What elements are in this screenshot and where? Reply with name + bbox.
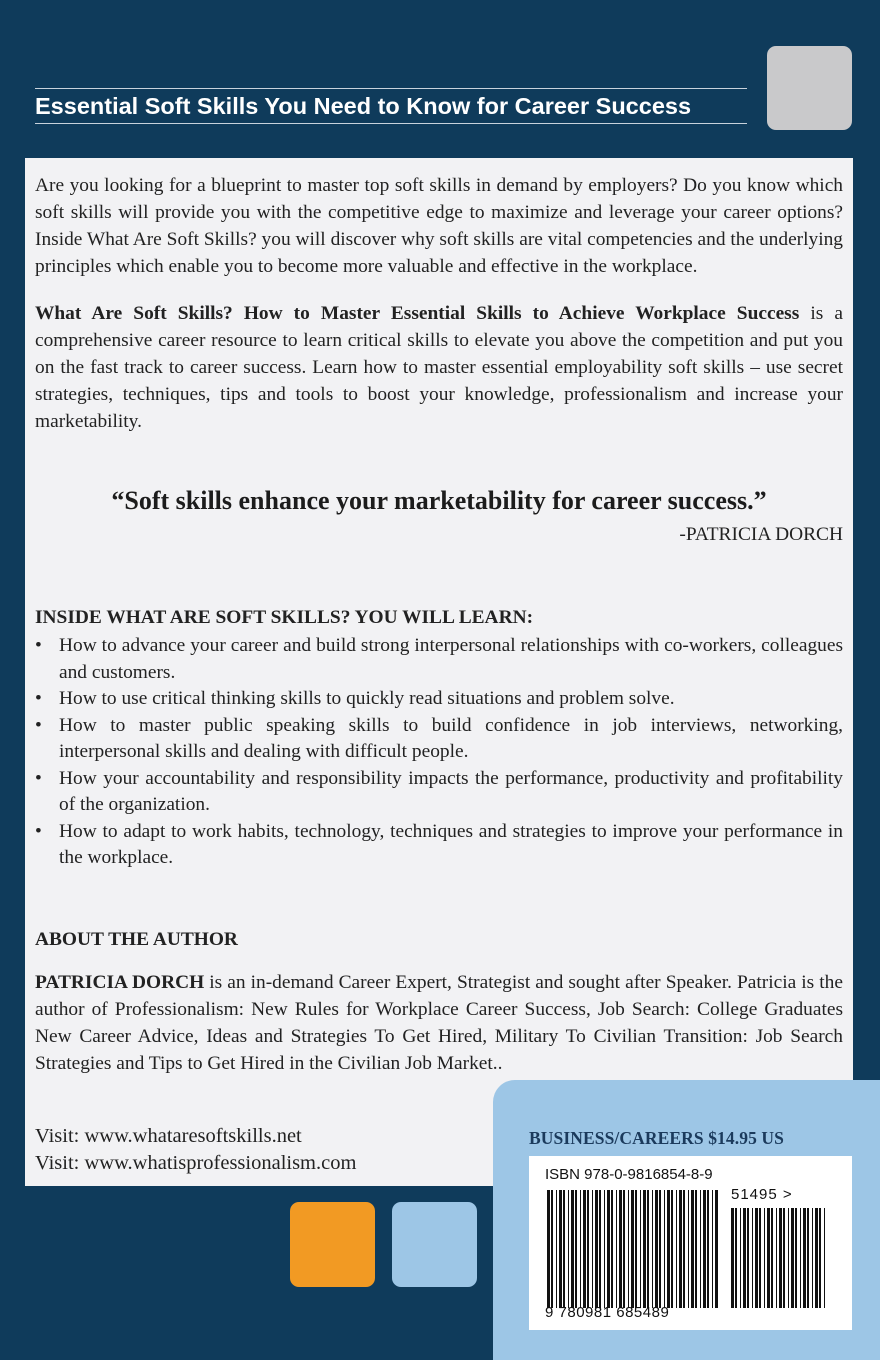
book-description-text: is a comprehensive career resource to learn critical skills to elevate you above the competition and put you on the fast track to career success. Learn how to master essential employability soft skills – use secret strategies, techniques, tips and tools to boost your knowledge, professionalism and increase your marketability. (35, 303, 843, 432)
bullet-icon: • (35, 714, 42, 736)
content-body (35, 172, 843, 1177)
website-link-1[interactable]: Visit: www.whataresoftskills.net (35, 1124, 302, 1147)
isbn-label: ISBN 978-0-9816854-8-9 (545, 1166, 713, 1183)
bullet-icon: • (35, 688, 42, 709)
decorative-blue-square (392, 1202, 477, 1287)
decorative-gray-square (767, 46, 852, 130)
cover-headline: Essential Soft Skills You Need to Know for Career Success (35, 88, 747, 124)
learn-item: • How your accountability and responsibility impacts the performance, productivity and profitability of the organization. (35, 767, 843, 815)
website-link-2[interactable]: Visit: www.whatisprofessionalism.com (35, 1151, 357, 1174)
book-title: What Are Soft Skills? How to Master Essential Skills to Achieve Workplace Success (35, 303, 800, 324)
author-name: PATRICIA DORCH (35, 971, 205, 993)
learn-list (35, 633, 843, 872)
learn-item: • How to advance your career and build strong interpersonal relationships with co-workers, colleagues and customers. (35, 635, 843, 683)
barcode-digits: 9 780981 685489 (545, 1304, 670, 1321)
learn-item: • How to adapt to work habits, technology, techniques and strategies to improve your performance in the workplace. (35, 820, 843, 868)
content-panel (25, 158, 853, 1186)
learn-heading: INSIDE WHAT ARE SOFT SKILLS? YOU WILL LEARN: (35, 607, 534, 628)
bullet-icon: • (35, 635, 42, 656)
author-bio-text: is an in-demand Career Expert, Strategist and sought after Speaker. Patricia is the author of Professionalism: New Rules for Workplace Career Success, Job Search: College Graduates New Career Advice, Ideas and Strategies To Get Hired, Military To Civilian Transition: Job Search Strategies and Tips to Get Hired in the Civilian Job Market.. (35, 971, 843, 1074)
learn-item: • How to master public speaking skills to build confidence in job interviews, networking, interpersonal skills and dealing with difficult people. (35, 714, 843, 762)
bullet-icon: • (35, 820, 42, 842)
author-bio (35, 969, 843, 1077)
barcode-panel (529, 1156, 852, 1330)
book-description (35, 300, 843, 435)
intro-paragraph: Are you looking for a blueprint to master top soft skills in demand by employers? Do you know which soft skills will provide you with the competitive edge to maximize and leverage your career options? Inside What Are Soft Skills? you will discover why soft skills are vital competencies and the underlying principles which enable you to become more valuable and effective in the workplace. (35, 175, 843, 277)
category-price: BUSINESS/CAREERS $14.95 US (529, 1128, 784, 1148)
price-code: 51495 > (731, 1186, 793, 1203)
quote-author: -PATRICIA DORCH (679, 524, 843, 545)
decorative-orange-square (290, 1202, 375, 1287)
learn-item: • How to use critical thinking skills to quickly read situations and problem solve. (35, 686, 843, 713)
pull-quote: “Soft skills enhance your marketability for career success.” (111, 486, 767, 515)
bullet-icon: • (35, 767, 42, 789)
price-box (493, 1080, 880, 1360)
about-heading: ABOUT THE AUTHOR (35, 928, 238, 950)
